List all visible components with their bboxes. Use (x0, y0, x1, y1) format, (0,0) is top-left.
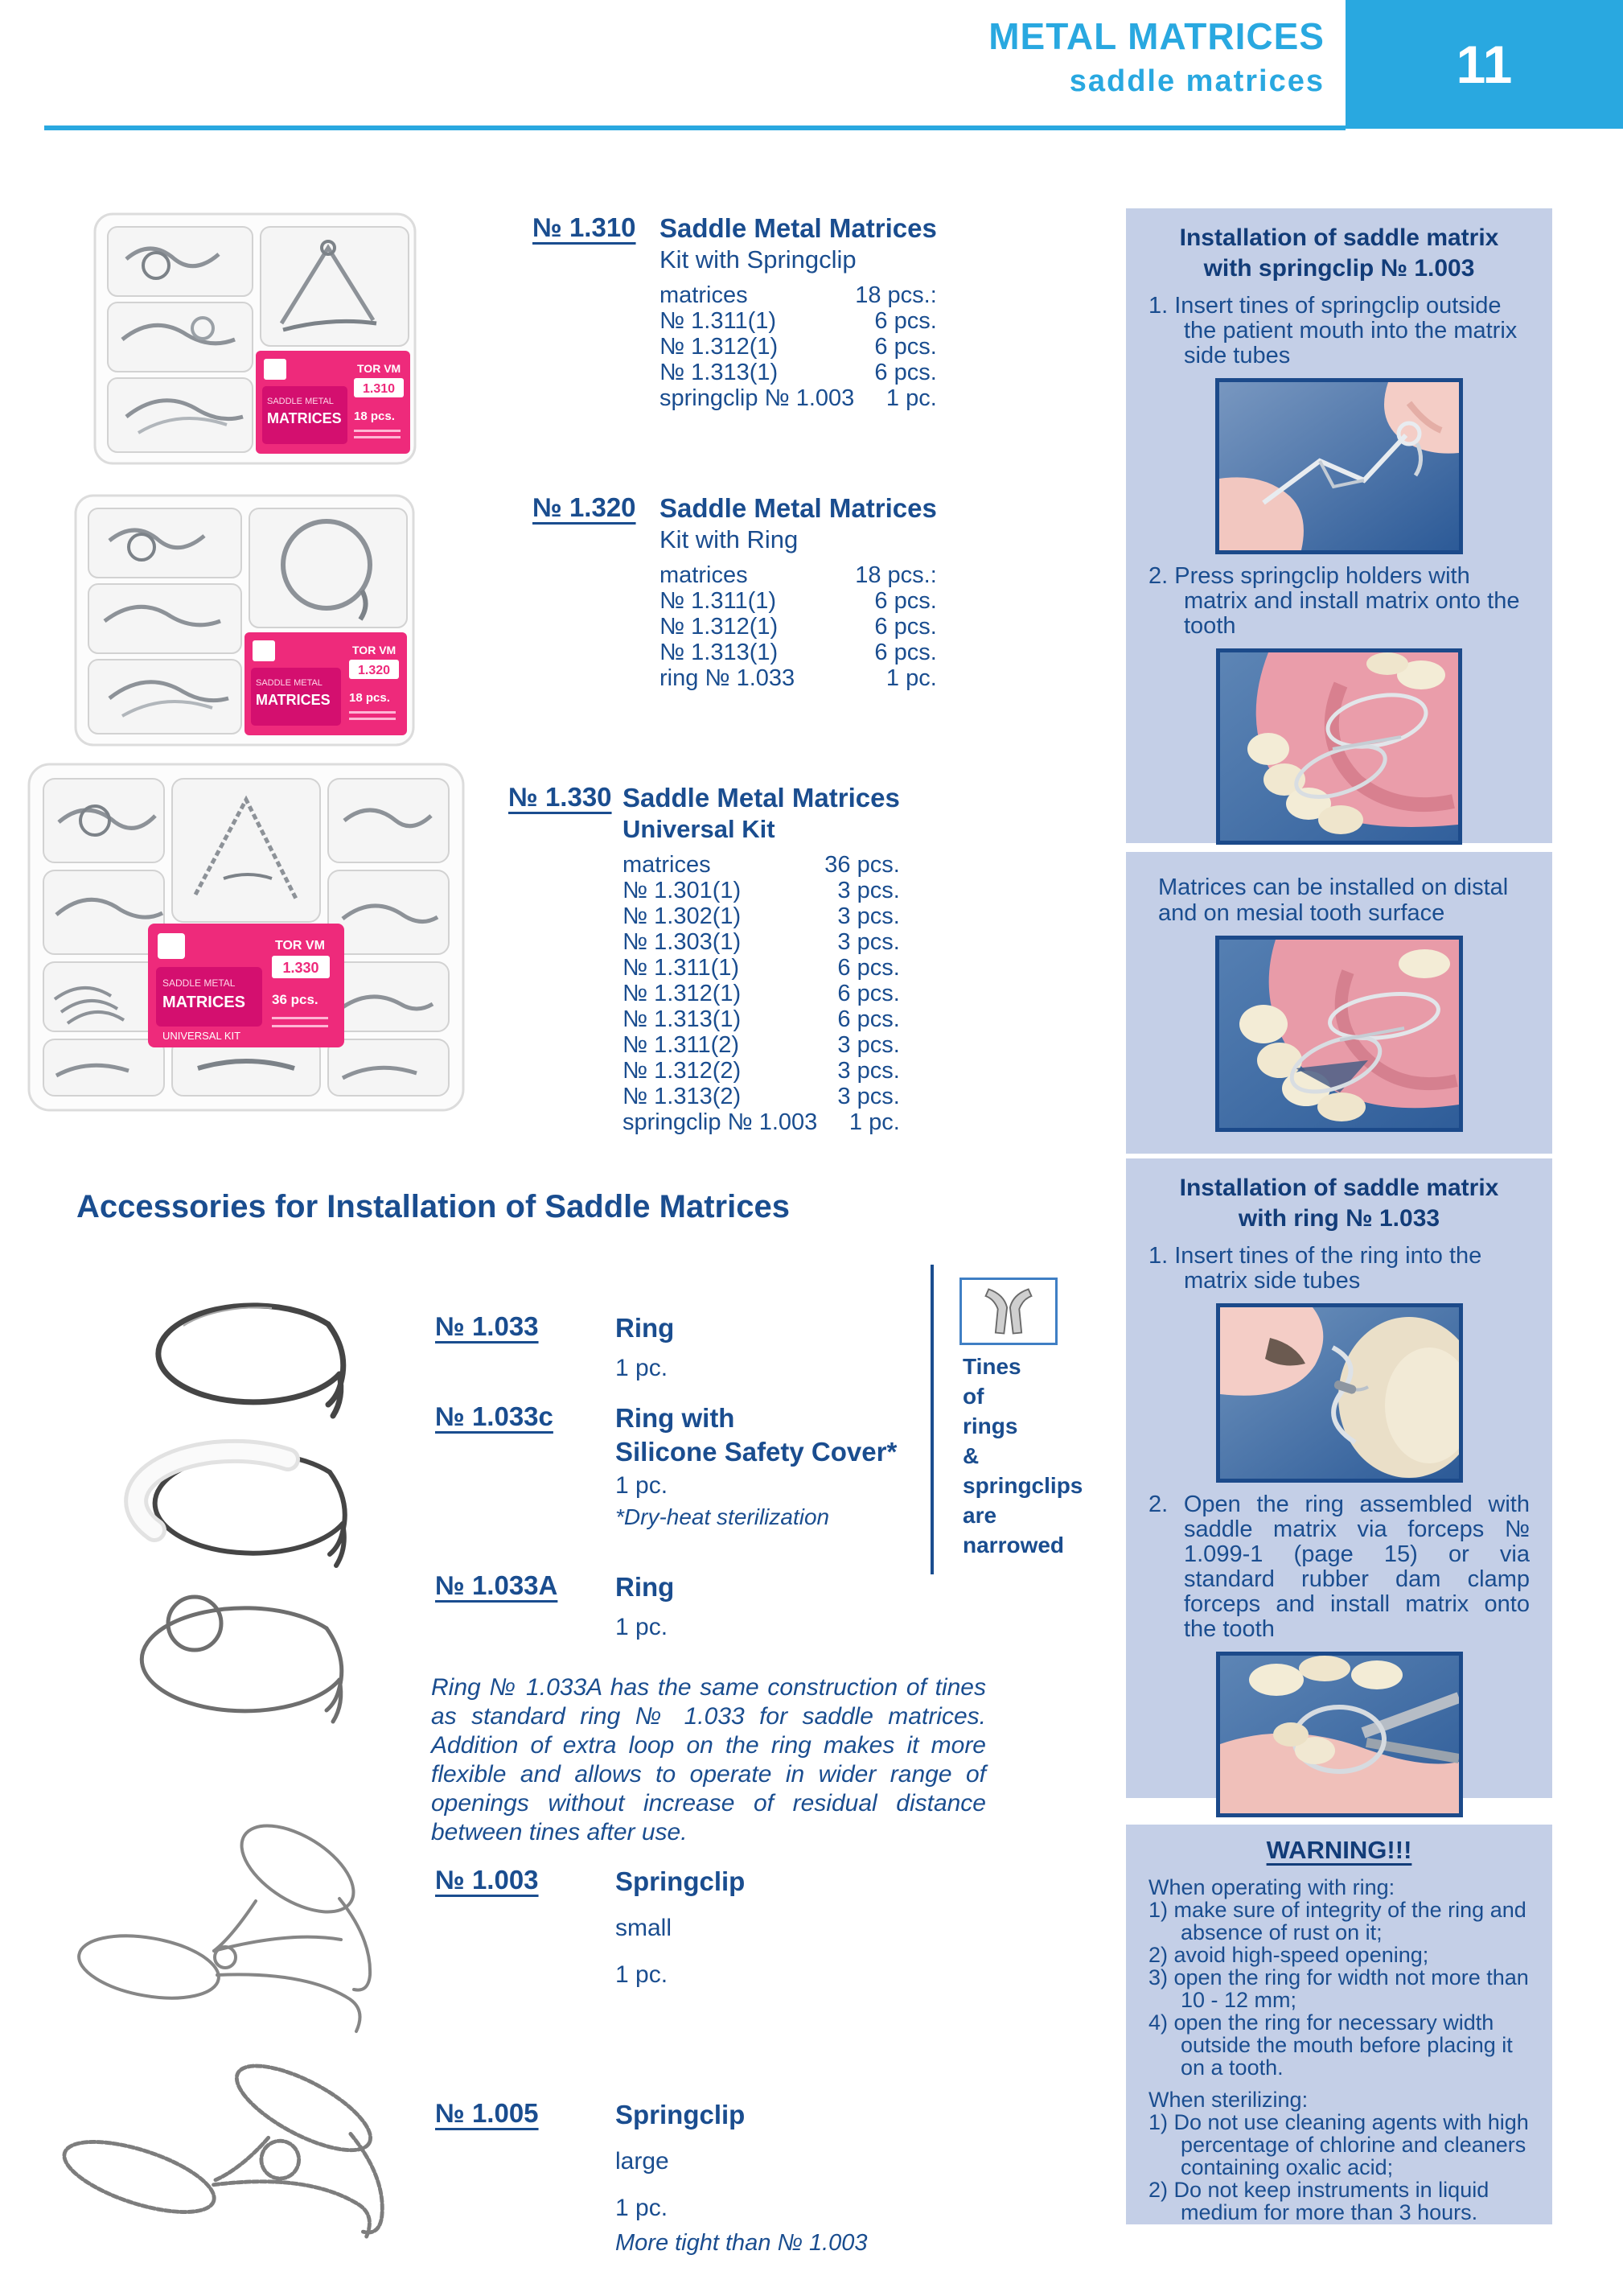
spec-item-name: № 1.312(1) (659, 614, 779, 640)
accessory-name: Ring (615, 1313, 675, 1343)
kit-code: 1.320 (357, 664, 391, 677)
product-code: № 1.320 (532, 492, 636, 522)
panel-title (1148, 1173, 1530, 1234)
spec-item-qty: 6 pcs. (874, 640, 937, 665)
kit-tray-image (71, 491, 418, 750)
kit-label-line2: MATRICES (162, 994, 245, 1011)
springclip-large-photo (40, 2059, 418, 2296)
springclip-fingers-photo (1219, 382, 1459, 550)
ring-image (121, 1279, 378, 1444)
accessory-note: *Dry-heat sterilization (615, 1504, 830, 1529)
page-title: METAL MATRICES (988, 15, 1325, 57)
kit-code: 1.310 (362, 382, 396, 396)
step-1: 1. Insert tines of the ring into the matrix side tubes (1148, 1243, 1482, 1294)
spec-item-name: № 1.311(2) (622, 1032, 740, 1058)
ring-with-cover-image (113, 1424, 386, 1597)
warning-sterilizing-list (1148, 2111, 1530, 2224)
accessory-1005-note: More tight than № 1.003 (615, 2230, 868, 2256)
product-1320 (532, 492, 937, 691)
accessory-qty: 1 pc. (615, 1961, 668, 1988)
accessory-name: Ring (615, 1572, 675, 1602)
accessory-details (615, 1311, 885, 1385)
product-1330 (508, 782, 900, 1135)
product-details (659, 212, 937, 411)
accessory-details (615, 1401, 934, 1532)
spec-item-qty: 18 pcs.: (855, 282, 937, 308)
spec-item-name: № 1.312(2) (622, 1058, 742, 1084)
kit-1310-photo (90, 209, 420, 472)
accessory-name: Ring with (615, 1403, 735, 1433)
kit-qty: 18 pcs. (349, 691, 390, 705)
text-line: Tines (963, 1354, 1021, 1379)
step-1: 1. Insert tines of springclip outside the patient mouth into the matrix side tubes (1148, 293, 1518, 368)
ring-1033c-photo (113, 1424, 386, 1601)
panel-title-line1: Installation of saddle matrix (1179, 1175, 1499, 1201)
spec-item-qty: 3 pcs. (837, 1058, 900, 1084)
step-2: 2. Press springclip holders with matrix and install matrix onto the tooth (1148, 563, 1520, 639)
text-line: 3) open the ring for width not more than 10 - 12 mm; (1148, 1965, 1529, 2012)
spec-item-name: № 1.302(1) (622, 903, 742, 929)
spec-row (622, 852, 900, 878)
spec-item-name: № 1.311(1) (659, 588, 777, 614)
spec-row (659, 562, 937, 588)
surface-note-line1: Matrices can be installed on distal (1158, 874, 1509, 900)
warning-title: WARNING!!! (1266, 1836, 1412, 1864)
product-1310 (532, 212, 937, 411)
spec-item-qty: 6 pcs. (837, 981, 900, 1006)
tines-detail-box (959, 1278, 1058, 1345)
spec-row (659, 360, 937, 385)
accessory-code: № 1.003 (435, 1865, 539, 1895)
kit-brand: TOR VM (352, 644, 397, 656)
springclip-large-image (40, 2059, 418, 2294)
panel-title (1148, 223, 1530, 284)
springclip-small-image (56, 1814, 402, 2072)
text-line: 2) Do not keep instruments in liquid medium for more than 3 hours. (1148, 2178, 1489, 2224)
header-rule (44, 125, 1346, 130)
warning-operating-list (1148, 1899, 1530, 2079)
accessory-name: Springclip (615, 1866, 746, 1896)
product-details (659, 492, 937, 691)
spec-row (622, 1084, 900, 1109)
panel-surface-note (1126, 852, 1552, 1154)
text-line: narrowed (963, 1533, 1065, 1557)
spec-item-name: matrices (622, 852, 711, 878)
photo-insert-ring-tines (1216, 1303, 1463, 1483)
text-line: 4) open the ring for necessary width outside the mouth before placing it on a tooth. (1148, 2010, 1513, 2080)
product-contents-table (659, 562, 937, 691)
spec-item-name: № 1.303(1) (622, 929, 742, 955)
kit-label (148, 924, 344, 1047)
matrix-surfaces-photo (1219, 940, 1459, 1128)
page-subtitle: saddle matrices (1069, 64, 1325, 98)
photo-forceps (1216, 1652, 1463, 1817)
spec-item-qty: 6 pcs. (874, 360, 937, 385)
accessory-code: № 1.033A (435, 1570, 558, 1600)
panel-title-line2: with ring № 1.033 (1238, 1205, 1440, 1232)
spec-item-name: ring № 1.033 (659, 665, 795, 691)
panel-warning (1126, 1825, 1552, 2224)
accessory-details (615, 2098, 885, 2225)
spec-item-name: № 1.312(1) (659, 334, 779, 360)
spec-row (659, 282, 937, 308)
warning-operating-intro: When operating with ring: (1148, 1875, 1395, 1899)
product-name: Saddle Metal Matrices (622, 783, 900, 813)
spec-item-name: № 1.301(1) (622, 878, 742, 903)
page-number-badge (1346, 0, 1623, 129)
kit-label-line2: MATRICES (267, 410, 342, 426)
spec-row (622, 1032, 900, 1058)
spec-item-name: matrices (659, 282, 748, 308)
accessory-code: № 1.033 (435, 1311, 539, 1341)
accessory-size: large (615, 2148, 669, 2175)
product-name: Saddle Metal Matrices (659, 493, 937, 523)
spec-row (659, 640, 937, 665)
accessory-qty: 1 pc. (615, 1355, 668, 1381)
spec-item-qty: 1 pc. (885, 385, 937, 411)
spec-row (659, 308, 937, 334)
text-line: & (963, 1443, 980, 1468)
accessory-qty: 1 pc. (615, 1614, 668, 1640)
spec-row (659, 614, 937, 640)
step-2: 2. Open the ring assembled with saddle matrix via forceps № 1.099-1 (page 15) or via standard rubber dam clamp forceps and install matrix onto the tooth (1148, 1492, 1530, 1642)
kit-brand: TOR VM (275, 939, 325, 953)
spec-item-qty: 3 pcs. (837, 903, 900, 929)
kit-qty: 18 pcs. (354, 409, 395, 423)
kit-1330-photo (23, 758, 470, 1121)
spec-item-qty: 3 pcs. (837, 878, 900, 903)
accessory-1033a (435, 1570, 885, 1644)
spec-item-name: springclip № 1.003 (622, 1109, 818, 1135)
accessory-1033 (435, 1311, 885, 1385)
kit-code: 1.330 (282, 960, 319, 976)
text-line: 1) Do not use cleaning agents with high percentage of chlorine and cleaners containing oxalic acid; (1148, 2110, 1529, 2179)
warning-sterilizing-intro: When sterilizing: (1148, 2088, 1309, 2112)
product-contents-table (659, 282, 937, 411)
product-code: № 1.330 (508, 782, 612, 812)
spec-item-name: matrices (659, 562, 748, 588)
product-details (622, 782, 900, 1135)
page-number: 11 (1456, 35, 1513, 94)
spec-item-qty: 6 pcs. (874, 334, 937, 360)
text-line: rings (963, 1413, 1018, 1438)
kit-label-line1: SADDLE METAL (256, 678, 323, 688)
photo-install-on-tooth (1216, 648, 1462, 845)
spec-item-qty: 1 pc. (848, 1109, 900, 1135)
spec-item-qty: 1 pc. (885, 665, 937, 691)
accessory-code: № 1.005 (435, 2098, 539, 2128)
accessory-name2: Silicone Safety Cover* (615, 1437, 898, 1467)
tines-icon (964, 1282, 1054, 1341)
surface-note-line2: and on mesial tooth surface (1158, 900, 1445, 926)
text-line: are (963, 1503, 997, 1528)
ring-1033-photo (121, 1279, 378, 1448)
spec-item-qty: 6 pcs. (874, 614, 937, 640)
ring-1033a-description: Ring № 1.033A has the same construction of tines as standard ring № 1.033 for saddle matrices. Addition of extra loop on the ring makes it more flexible and allows to operate in wider range of openings without increase of residual distance between tines after use. (431, 1674, 986, 1845)
accessory-qty: 1 pc. (615, 2195, 668, 2221)
spec-row (622, 981, 900, 1006)
accessory-1005 (435, 2098, 885, 2225)
spec-item-qty: 3 pcs. (837, 929, 900, 955)
panel-title-line2: with springclip № 1.003 (1203, 255, 1475, 282)
spec-item-name: № 1.311(1) (659, 308, 777, 334)
spec-item-name: № 1.313(1) (659, 360, 779, 385)
spec-row (622, 1109, 900, 1135)
product-subname: Kit with Springclip (659, 245, 857, 274)
accessories-heading: Accessories for Installation of Saddle Matrices (76, 1189, 790, 1224)
text-line: springclips (963, 1473, 1083, 1498)
photo-distal-mesial (1215, 936, 1463, 1132)
spec-item-qty: 6 pcs. (837, 955, 900, 981)
spec-row (622, 878, 900, 903)
kit-tray-image (23, 758, 470, 1117)
spec-item-qty: 3 pcs. (837, 1084, 900, 1109)
spec-item-name: № 1.313(1) (622, 1006, 742, 1032)
accessory-size: small (615, 1915, 672, 1941)
spec-item-qty: 18 pcs.: (855, 562, 937, 588)
spec-item-qty: 6 pcs. (874, 308, 937, 334)
tines-note (963, 1352, 1132, 1560)
spec-item-name: № 1.313(1) (659, 640, 779, 665)
spec-row (622, 955, 900, 981)
forceps-photo (1220, 1656, 1459, 1813)
kit-label (244, 632, 407, 735)
ring-with-loop-image (97, 1582, 386, 1755)
product-code: № 1.310 (532, 212, 636, 242)
kit-1320-photo (71, 491, 418, 754)
text-line: 1) make sure of integrity of the ring and absence of rust on it; (1148, 1898, 1526, 1944)
spec-item-name: springclip № 1.003 (659, 385, 855, 411)
spec-item-qty: 6 pcs. (874, 588, 937, 614)
spec-row (622, 929, 900, 955)
panel-springclip-install (1126, 208, 1552, 843)
product-name: Saddle Metal Matrices (659, 213, 937, 243)
product-subname: Kit with Ring (659, 525, 799, 553)
surface-note-text (1148, 866, 1530, 926)
kit-label (256, 351, 410, 454)
product-subname: Universal Kit (622, 815, 775, 843)
accessory-1033c (435, 1401, 934, 1532)
spec-row (622, 903, 900, 929)
accessory-name: Springclip (615, 2100, 746, 2129)
text-line: of (963, 1384, 984, 1409)
text-line: 2) avoid high-speed opening; (1148, 1943, 1429, 1967)
panel-title-line1: Installation of saddle matrix (1179, 224, 1499, 251)
kit-tray-image (90, 209, 420, 468)
spec-row (659, 665, 937, 691)
spec-item-qty: 3 pcs. (837, 1032, 900, 1058)
accessory-code: № 1.033c (435, 1401, 553, 1431)
accessory-details (615, 1570, 885, 1644)
kit-brand: TOR VM (357, 362, 401, 375)
kit-label-line1: SADDLE METAL (162, 977, 236, 989)
springclip-small-photo (56, 1814, 402, 2076)
spec-item-name: № 1.313(2) (622, 1084, 742, 1109)
spec-item-qty: 36 pcs. (824, 852, 900, 878)
kit-label-line1: SADDLE METAL (267, 397, 334, 406)
spec-row (659, 385, 937, 411)
panel-ring-install (1126, 1158, 1552, 1798)
product-contents-table (622, 852, 900, 1135)
kit-label-line3: UNIVERSAL KIT (162, 1030, 241, 1042)
kit-qty: 36 pcs. (272, 992, 318, 1007)
spec-item-qty: 6 pcs. (837, 1006, 900, 1032)
spec-row (622, 1006, 900, 1032)
spec-row (659, 588, 937, 614)
spec-row (622, 1058, 900, 1084)
ring-tines-photo (1220, 1307, 1459, 1479)
spec-item-name: № 1.311(1) (622, 955, 740, 981)
accessory-qty: 1 pc. (615, 1472, 668, 1499)
spec-row (659, 334, 937, 360)
accessory-1003 (435, 1865, 885, 1992)
spec-item-name: № 1.312(1) (622, 981, 742, 1006)
accessory-details (615, 1865, 885, 1992)
clip-on-teeth-photo (1220, 652, 1458, 841)
ring-1033a-photo (97, 1582, 386, 1759)
photo-insert-springclip (1215, 378, 1463, 554)
kit-label-line2: MATRICES (256, 692, 331, 708)
